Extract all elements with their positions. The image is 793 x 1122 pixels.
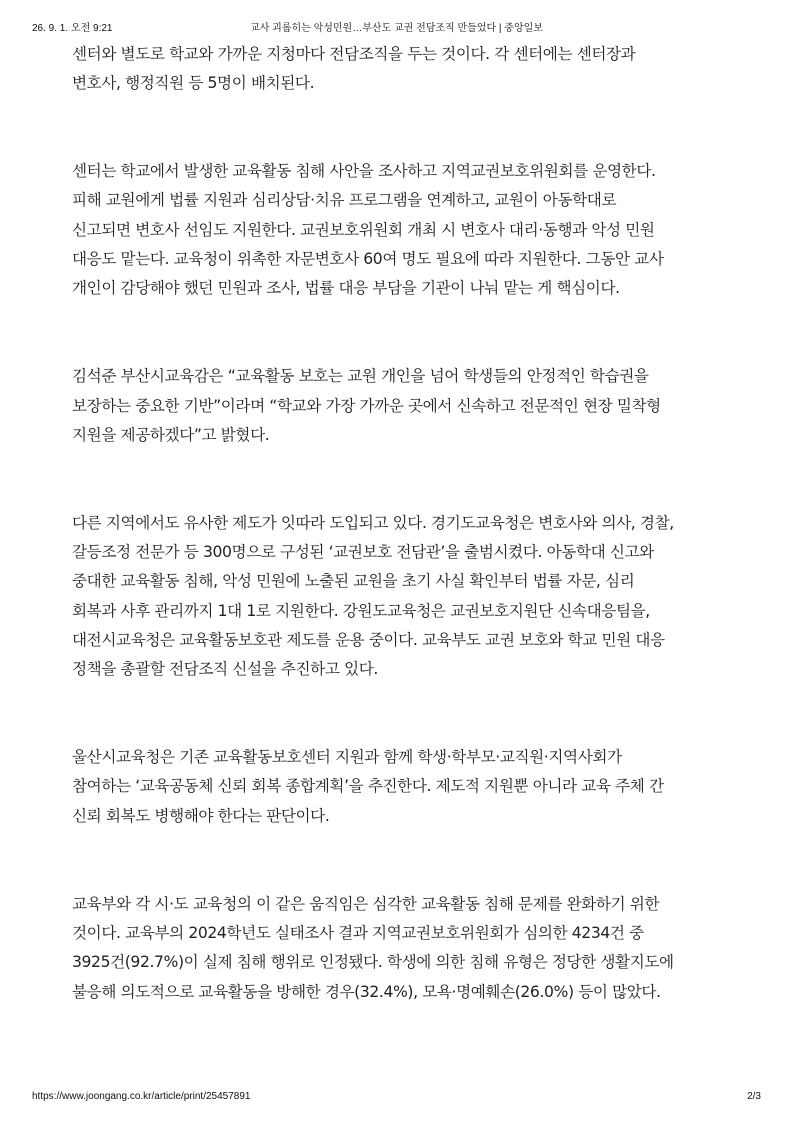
text-line: 다른 지역에서도 유사한 제도가 잇따라 도입되고 있다. 경기도교육청은 변호사와 의사, 경찰, xyxy=(72,513,674,532)
text-line: 변호사, 행정직원 등 5명이 배치된다. xyxy=(72,74,315,93)
print-date: 26. 9. 1. 오전 9:21 xyxy=(32,23,113,34)
text-line: 울산시교육청은 기존 교육활동보호센터 지원과 함께 학생·학부모·교직원·지역사회가 xyxy=(72,748,622,767)
text-line: 대전시교육청은 교육활동보호관 제도를 운용 중이다. 교육부도 교권 보호와 학교 민원 대응 xyxy=(72,630,665,649)
paragraph-2 xyxy=(72,157,732,303)
text-line: 피해 교원에게 법률 지원과 심리상담·치유 프로그램을 연계하고, 교원이 아동학대로 xyxy=(72,191,617,210)
paragraph-3 xyxy=(72,362,732,450)
text-line: 개인이 감당해야 했던 민원과 조사, 법률 대응 부담을 기관이 나눠 맡는 게 핵심이다. xyxy=(72,279,620,298)
paragraph-1 xyxy=(72,40,732,99)
text-line: 중대한 교육활동 침해, 악성 민원에 노출된 교원을 초기 사실 확인부터 법률 자문, 심리 xyxy=(72,572,635,591)
article-body xyxy=(72,40,732,1065)
text-line: 센터는 학교에서 발생한 교육활동 침해 사안을 조사하고 지역교권보호위원회를 운영한다. xyxy=(72,162,656,181)
text-line: 불응해 의도적으로 교육활동을 방해한 경우(32.4%), 모욕·명예훼손(26.0%) 등이 많았다. xyxy=(72,982,661,1001)
print-footer xyxy=(32,1091,761,1105)
text-line: 센터와 별도로 학교와 가까운 지청마다 전담조직을 두는 것이다. 각 센터에는 센터장과 xyxy=(72,45,636,63)
paragraph-5 xyxy=(72,743,732,831)
text-line: 대응도 맡는다. 교육청이 위촉한 자문변호사 60여 명도 필요에 따라 지원한다. 그동안 교사 xyxy=(72,250,664,269)
text-line: 참여하는 ‘교육공동체 신뢰 회복 종합계획’을 추진한다. 제도적 지원뿐 아니라 교육 주체 간 xyxy=(72,777,664,796)
document-title: 교사 괴롭히는 악성민원…부산도 교권 전담조직 만들었다 | 중앙일보 xyxy=(250,23,543,34)
print-header xyxy=(32,19,761,33)
text-line: 신뢰 회복도 병행해야 한다는 판단이다. xyxy=(72,806,330,825)
text-line: 것이다. 교육부의 2024학년도 실태조사 결과 지역교권보호위원회가 심의한 4234건 중 xyxy=(72,923,644,942)
paragraph-4 xyxy=(72,509,732,685)
text-line: 신고되면 변호사 선임도 지원한다. 교권보호위원회 개최 시 변호사 대리·동행과 악성 민원 xyxy=(72,220,655,239)
text-line: 갈등조정 전문가 등 300명으로 구성된 ‘교권보호 전담관’을 출범시켰다. 아동학대 신고와 xyxy=(72,543,654,562)
text-line: 김석준 부산시교육감은 “교육활동 보호는 교원 개인을 넘어 학생들의 안정적인 학습권을 xyxy=(72,367,649,386)
text-line: 교육부와 각 시·도 교육청의 이 같은 움직임은 심각한 교육활동 침해 문제를 완화하기 위한 xyxy=(72,894,660,913)
text-line: 3925건(92.7%)이 실제 침해 행위로 인정됐다. 학생에 의한 침해 유형은 정당한 생활지도에 xyxy=(72,953,674,972)
text-line: 정책을 총괄할 전담조직 신설을 추진하고 있다. xyxy=(72,660,378,679)
text-line: 보장하는 중요한 기반”이라며 “학교와 가장 가까운 곳에서 신속하고 전문적인 현장 밀착형 xyxy=(72,396,661,415)
source-url: https://www.joongang.co.kr/article/print/25457891 xyxy=(32,1091,251,1102)
text-line: 지원을 제공하겠다”고 밝혔다. xyxy=(72,425,270,444)
paragraph-6 xyxy=(72,890,732,1007)
page-number: 2/3 xyxy=(747,1091,761,1102)
text-line: 회복과 사후 관리까지 1대 1로 지원한다. 강원도교육청은 교권보호지원단 신속대응팀을, xyxy=(72,601,650,620)
